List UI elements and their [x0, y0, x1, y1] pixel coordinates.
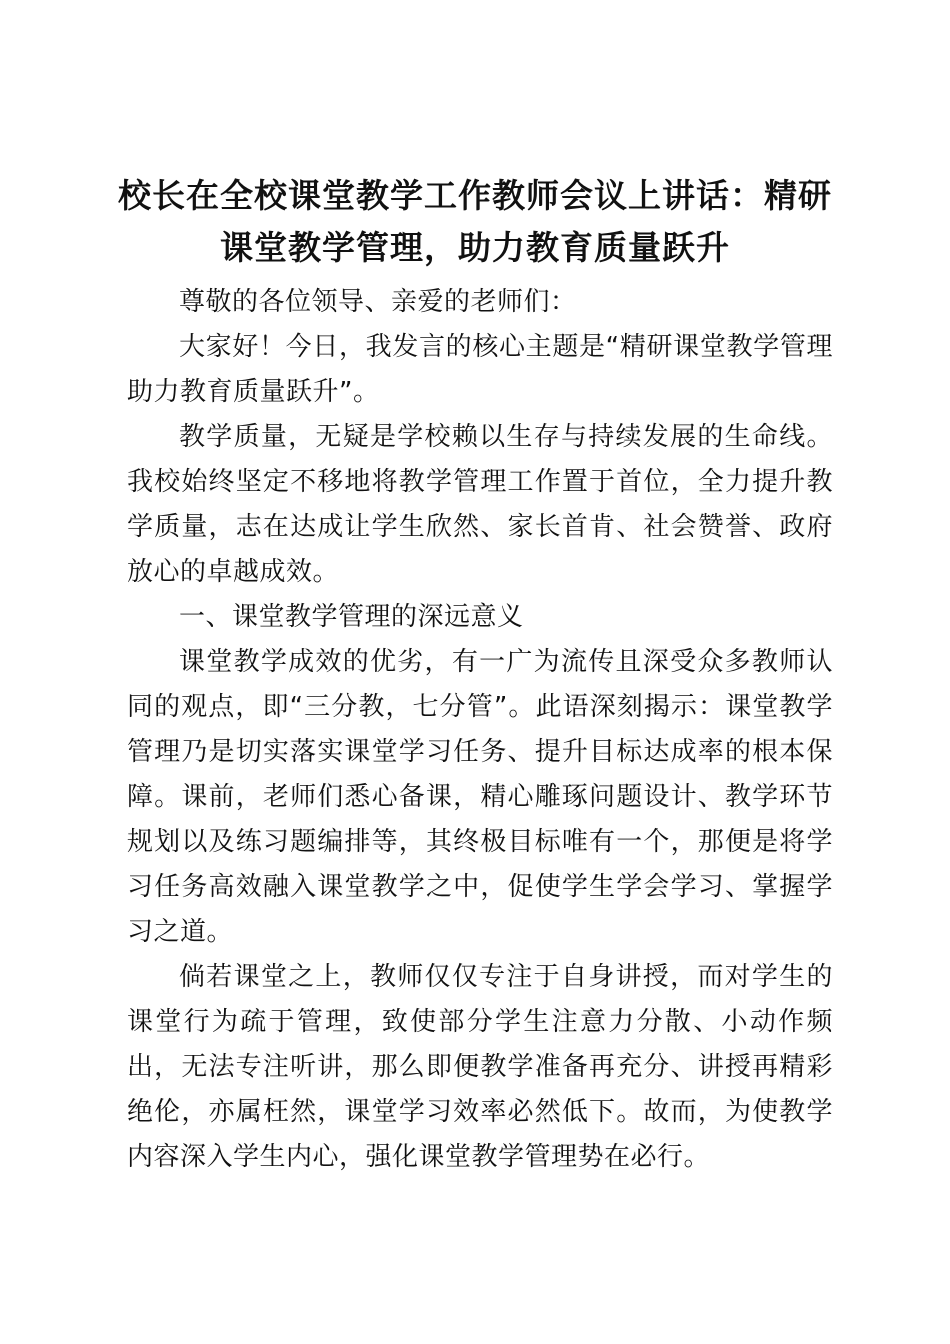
paragraph-management: 倘若课堂之上，教师仅仅专注于自身讲授，而对学生的课堂行为疏于管理，致使部分学生注意力分散、小动作频出，无法专注听讲，那么即便教学准备再充分、讲授再精彩绝伦，亦属枉然，课堂学习效率必然低下。故而，为使教学内容深入学生内心，强化课堂教学管理势在必行。 [127, 962, 833, 1172]
paragraph-quality: 教学质量，无疑是学校赖以生存与持续发展的生命线。我校始终坚定不移地将教学管理工作置于首位，全力提升教学质量，志在达成让学生欣然、家长首肯、社会赞誉、政府放心的卓越成效。 [127, 422, 833, 587]
salutation: 尊敬的各位领导、亲爱的老师们： [179, 287, 577, 317]
paragraph-greeting: 大家好！今日，我发言的核心主题是“精研课堂教学管理助力教育质量跃升”。 [127, 332, 833, 407]
paragraph-significance: 课堂教学成效的优劣，有一广为流传且深受众多教师认同的观点，即“三分教，七分管”。此语深刻揭示：课堂教学管理乃是切实落实课堂学习任务、提升目标达成率的根本保障。课前，老师们悉心备课，精心雕琢问题设计、教学环节规划以及练习题编排等，其终极目标唯有一个，那便是将学习任务高效融入课堂教学之中，促使学生学会学习、掌握学习之道。 [127, 647, 833, 947]
document-body [127, 280, 833, 1180]
document-title: 校长在全校课堂教学工作教师会议上讲话：精研课堂教学管理，助力教育质量跃升 [118, 176, 832, 267]
section-heading-1: 一、课堂教学管理的深远意义 [179, 602, 524, 632]
